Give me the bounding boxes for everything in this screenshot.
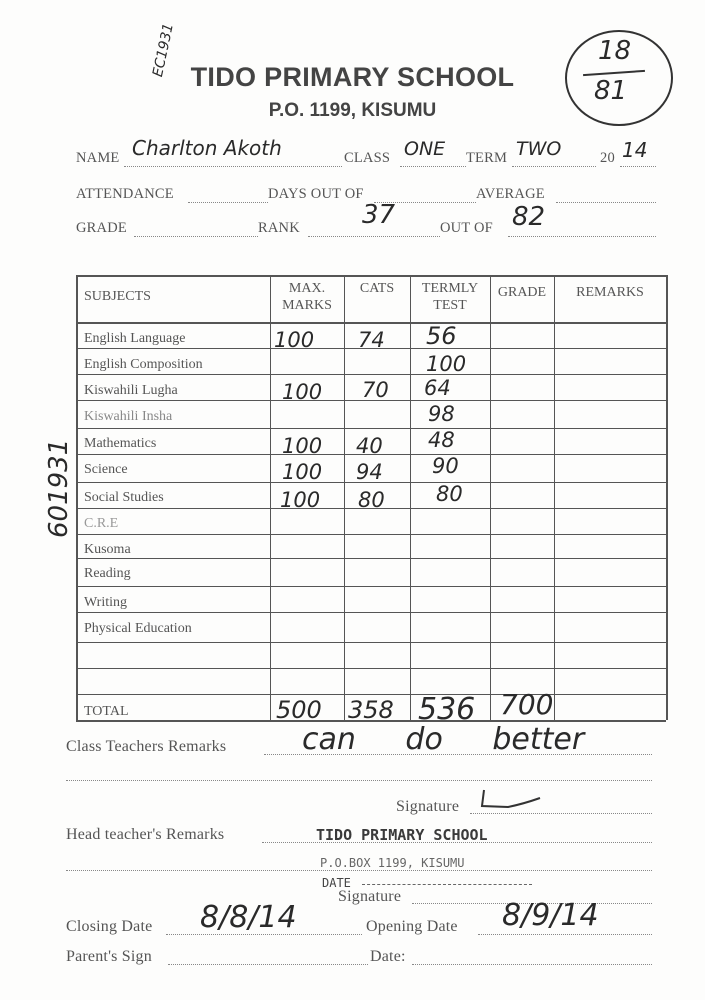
parent-sign-label: Parent's Sign: [66, 948, 152, 965]
row-5-test: 48: [428, 428, 455, 452]
row-6-max: 100: [282, 460, 323, 484]
average-label: AVERAGE: [476, 186, 545, 202]
header-grade: GRADE: [497, 285, 547, 300]
row-4-subject: Kiswahili Insha: [84, 409, 173, 424]
table-col-line: [554, 275, 555, 720]
table-col-line: [410, 275, 411, 720]
row-1-subject: English Language: [84, 331, 186, 346]
stamp-date-dashes: [362, 884, 532, 885]
table-col-line: [344, 275, 345, 720]
head-teacher-remarks-label: Head teacher's Remarks: [66, 826, 225, 843]
header-max-marks-line-2: MARKS: [282, 298, 332, 313]
remarks-line-4: [66, 870, 652, 871]
row-3-test: 64: [424, 376, 451, 400]
total-max: 500: [276, 696, 322, 724]
table-row-line: [76, 668, 666, 669]
closing-date-value: 8/8/14: [200, 900, 297, 935]
parent-date-line: [412, 964, 652, 965]
table-row-line: [76, 694, 666, 695]
row-1-test: 56: [426, 322, 457, 350]
header-termly-line-2: TEST: [433, 298, 467, 313]
out-of-label: OUT OF: [440, 220, 493, 236]
table-row-line: [76, 322, 666, 324]
header-max-marks: [270, 280, 344, 314]
table-row-line: [76, 428, 666, 429]
year-value: 14: [622, 138, 648, 162]
class-teacher-remarks-label: Class Teachers Remarks: [66, 738, 227, 755]
closing-date-label: Closing Date: [66, 918, 153, 935]
side-number: 601931: [44, 438, 74, 538]
total-label: TOTAL: [84, 704, 129, 719]
row-3-cats: 70: [362, 378, 389, 402]
table-row-line: [76, 374, 666, 375]
header-termly-line-1: TERMLY: [421, 281, 479, 296]
class-teacher-remarks-value: can do better: [302, 722, 585, 757]
average-dotted-line: [556, 202, 656, 203]
signature-label: Signature: [396, 798, 460, 815]
class-label: CLASS: [344, 150, 391, 166]
score-denominator: 81: [594, 76, 628, 106]
signature-label-2: Signature: [338, 888, 402, 905]
header-termly-test: [410, 280, 490, 314]
class-value: ONE: [404, 138, 446, 160]
row-7-test: 80: [436, 482, 463, 506]
parent-date-label: Date:: [370, 948, 406, 965]
opening-date-line: [478, 934, 652, 935]
term-dotted-line: [512, 166, 596, 167]
table-row-line: [76, 275, 666, 277]
score-numerator: 18: [598, 36, 632, 66]
side-stamp-number: EC1931: [150, 21, 177, 79]
name-dotted-line: [124, 166, 342, 167]
rank-value: 37: [362, 200, 396, 230]
year-prefix: 20: [600, 150, 615, 166]
name-label: NAME: [76, 150, 120, 166]
opening-date-value: 8/9/14: [502, 898, 599, 933]
row-10-subject: Reading: [84, 566, 131, 581]
table-row-line: [76, 558, 666, 559]
rank-label: RANK: [258, 220, 300, 236]
row-5-subject: Mathematics: [84, 436, 157, 451]
table-col-line: [270, 275, 271, 720]
header-remarks: REMARKS: [576, 285, 644, 300]
row-6-cats: 94: [356, 460, 383, 484]
row-7-max: 100: [280, 488, 321, 512]
header-cats: CATS: [359, 281, 395, 296]
row-7-subject: Social Studies: [84, 490, 164, 505]
school-name: TIDO PRIMARY SCHOOL: [190, 62, 515, 92]
days-out-label: DAYS OUT OF: [268, 186, 364, 202]
school-address: P.O. 1199, KISUMU: [268, 100, 437, 121]
signature-line: [470, 813, 652, 814]
row-8-subject: C.R.E: [84, 516, 119, 531]
term-value: TWO: [516, 138, 562, 160]
rank-dotted-line: [308, 236, 440, 237]
total-test: 536: [418, 692, 476, 727]
out-of-dotted-line: [508, 236, 656, 237]
table-col-line: [666, 275, 668, 720]
table-row-line: [76, 612, 666, 613]
term-label: TERM: [466, 150, 508, 166]
grade-dotted-line: [134, 236, 258, 237]
header-subjects: SUBJECTS: [84, 289, 151, 304]
class-dotted-line: [400, 166, 466, 167]
parent-sign-line: [168, 964, 368, 965]
row-2-test: 100: [426, 352, 467, 376]
total-cats: 358: [348, 696, 394, 724]
row-2-subject: English Composition: [84, 357, 203, 372]
opening-date-label: Opening Date: [366, 918, 458, 935]
row-11-subject: Writing: [84, 595, 127, 610]
signature-stroke: [482, 790, 540, 807]
row-5-max: 100: [282, 434, 323, 458]
total-grade: 700: [500, 688, 554, 721]
row-3-max: 100: [282, 380, 323, 404]
row-1-max: 100: [274, 328, 315, 352]
stamp-line-3: DATE: [322, 876, 351, 890]
table-row-line: [76, 586, 666, 587]
name-value: Charlton Akoth: [132, 136, 282, 160]
stamp-line-1: TIDO PRIMARY SCHOOL: [316, 826, 488, 844]
row-3-subject: Kiswahili Lugha: [84, 383, 178, 398]
attendance-dotted-line: [188, 202, 268, 203]
header-max-marks-line-1: MAX.: [288, 281, 326, 296]
attendance-label: ATTENDANCE: [76, 186, 174, 202]
row-6-subject: Science: [84, 462, 128, 477]
table-row-line: [76, 534, 666, 535]
row-5-cats: 40: [356, 434, 383, 458]
row-1-cats: 74: [358, 328, 385, 352]
table-col-line: [490, 275, 491, 720]
grade-label: GRADE: [76, 220, 127, 236]
row-9-subject: Kusoma: [84, 542, 131, 557]
table-row-line: [76, 642, 666, 643]
stamp-line-2: P.O.BOX 1199, KISUMU: [320, 856, 465, 870]
row-12-subject: Physical Education: [84, 621, 192, 636]
row-7-cats: 80: [358, 488, 385, 512]
remarks-line-2: [66, 780, 652, 781]
table-col-line: [76, 275, 78, 720]
row-6-test: 90: [432, 454, 459, 478]
out-of-value: 82: [512, 202, 546, 232]
signature-scribble: [478, 786, 548, 812]
year-dotted-line: [620, 166, 656, 167]
row-4-test: 98: [428, 402, 455, 426]
